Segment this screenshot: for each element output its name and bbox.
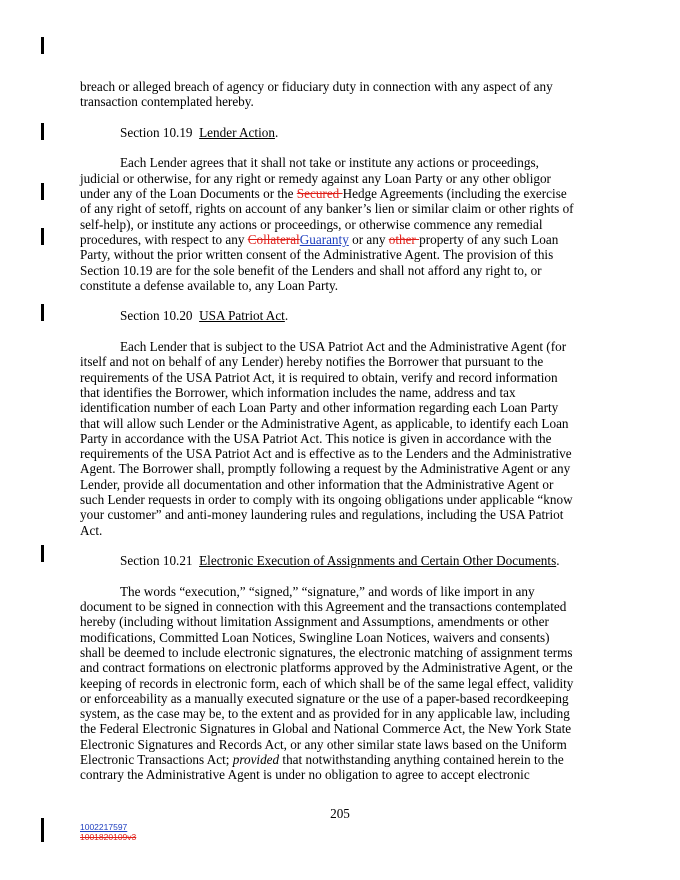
- section-title: Electronic Execution of Assignments and Certain Other Documents: [199, 553, 557, 569]
- body-text: property of any such Loan Party, without the prior written consent of the Administrative Agent. The provision of this Section 10.19 are for the sole benefit of the Lenders and shall not afford any right to, or constitute a defense available to, any Loan Party.: [80, 231, 559, 293]
- document-body: [80, 79, 574, 783]
- body-text: Hedge Agreements (including the exercise of any right of setoff, rights on account of any banker’s lien or similar claim or other rights of self-help), or institute any actions or proceedings, or otherwise commence any remedial procedures, with respect to any: [80, 186, 574, 247]
- deleted-text: other: [388, 231, 420, 247]
- change-bar: [41, 123, 44, 140]
- section-10-20-body: Each Lender that is subject to the USA Patriot Act and the Administrative Agent (for itself and not on behalf of any Lender) hereby notifies the Borrower that pursuant to the requirements of the USA Patriot Act, it is required to obtain, verify and record information that identifies the Borrower, which information includes the name, address and tax identification number of each Loan Party and other information regarding each Loan Party that will allow such Lender or the Administrative Agent, as applicable, to identify each Loan Party in accordance with the USA Patriot Act. This notice is given in accordance with the requirements of the USA Patriot Act and is effective as to the Lenders and the Administrative Agent. The Borrower shall, promptly following a request by the Administrative Agent or any Lender, provide all documentation and other information that the Administrative Agent or such Lender requests in order to comply with its ongoing obligations under applicable “know your customer” and anti-money laundering rules and regulations, including the USA Patriot Act.: [80, 339, 573, 538]
- change-bar: [41, 37, 44, 54]
- section-title: Lender Action: [199, 124, 275, 140]
- intro-paragraph: breach or alleged breach of agency or fiduciary duty in connection with any aspect of any transaction contemplated hereby.: [80, 79, 553, 110]
- deleted-text: Collateral: [247, 231, 300, 247]
- section-number: Section 10.19: [120, 124, 193, 140]
- body-text: The words “execution,” “signed,” “signature,” and words of like import in any document to be signed in connection with this Agreement and the transactions contemplated hereby (including without limitation Assignment and Assumptions, amendments or other modifications, Committed Loan Notices, Swingline Loan Notices, waivers and consents) shall be deemed to include electronic signatures, the electronic matching of assignment terms and contract formations on electronic platforms approved by the Administrative Agent, or the keeping of records in electronic form, each of which shall be of the same legal effect, validity or enforceability as a manually executed signature or the use of a paper-based recordkeeping system, as the case may be, to the extent and as provided for in any applicable law, including the Federal Electronic Signatures in Global and National Commerce Act, the New York State Electronic Signatures and Records Act, or any other similar state laws based on the Uniform Electronic Transactions Act;: [80, 583, 574, 768]
- section-heading-10-21: Section 10.21 Electronic Execution of Assignments and Certain Other Documents.: [120, 553, 560, 569]
- change-bar: [41, 545, 44, 562]
- section-10-21-body: [80, 584, 574, 783]
- section-heading-10-19: Section 10.19 Lender Action.: [120, 124, 279, 140]
- change-bar: [41, 304, 44, 321]
- section-10-19-body: [80, 155, 574, 293]
- italic-text: provided: [232, 752, 280, 768]
- document-id-old: 1001820109v3: [80, 832, 137, 842]
- section-heading-10-20: Section 10.20 USA Patriot Act.: [120, 308, 289, 324]
- body-text: or any: [348, 231, 389, 247]
- deleted-text: Secured: [296, 186, 343, 202]
- change-bar: [41, 228, 44, 245]
- section-title: USA Patriot Act: [199, 308, 285, 324]
- section-number: Section 10.21: [120, 553, 193, 569]
- body-text: Each Lender agrees that it shall not take or institute any actions or proceedings, judicial or otherwise, for any right or remedy against any Loan Party or any other obligor under any of the Loan Documents or the: [80, 155, 551, 202]
- document-id-new: 1002217597: [80, 822, 128, 832]
- body-text: that notwithstanding anything contained herein to the contrary the Administrative Agent is under no obligation to agree to accept electronic: [80, 752, 564, 783]
- page-number: 205: [330, 806, 350, 821]
- inserted-text: Guaranty: [299, 231, 349, 247]
- change-bar: [41, 183, 44, 200]
- document-id: [80, 822, 136, 842]
- section-number: Section 10.20: [120, 308, 193, 324]
